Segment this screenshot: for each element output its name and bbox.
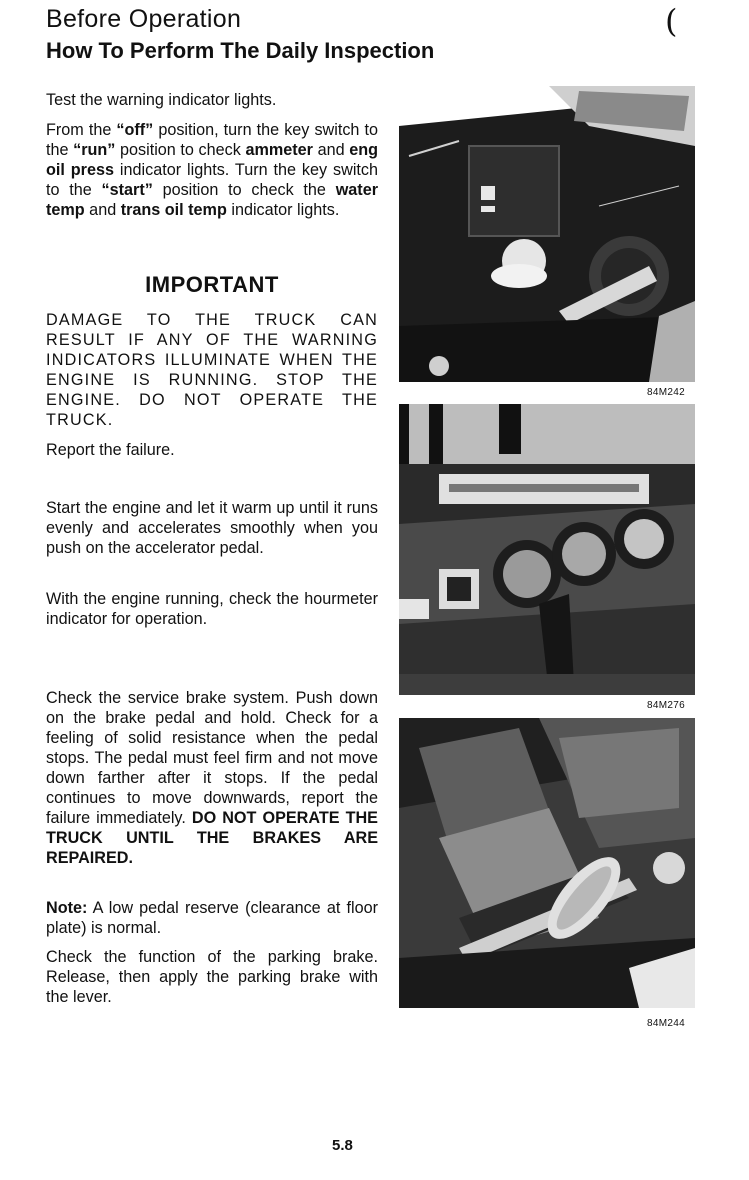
figure-caption: 84M276 bbox=[647, 700, 685, 711]
text-run: indicator lights. bbox=[226, 201, 340, 219]
important-warning bbox=[46, 310, 378, 430]
note-text: A low pedal reserve (clearance at floor plate) is normal. bbox=[46, 899, 378, 937]
engine-start-paragraph bbox=[46, 498, 378, 558]
report-text: Report the failure. bbox=[46, 441, 175, 459]
keyword-off: “off” bbox=[116, 121, 154, 139]
page-number: 5.8 bbox=[332, 1137, 353, 1154]
text-run: From the bbox=[46, 121, 117, 139]
service-brake-paragraph bbox=[46, 688, 378, 868]
warning-lights-paragraph bbox=[46, 120, 378, 220]
text-run: and bbox=[312, 141, 350, 159]
keyword-water-temp: water temp bbox=[46, 181, 378, 219]
text-run: position, turn the key switch to the bbox=[46, 121, 379, 159]
instrument-panel-photo bbox=[399, 404, 695, 695]
corner-mark: ( bbox=[665, 2, 678, 40]
note-label: Note: bbox=[46, 899, 88, 917]
engine-start-text: Start the engine and let it warm up until it runs evenly and accelerates smoothly when you push on the accelerator pedal. bbox=[46, 499, 378, 557]
intro-text: Test the warning indicator lights. bbox=[46, 91, 277, 109]
note-paragraph bbox=[46, 898, 378, 938]
brake-pedal-lever-photo bbox=[399, 718, 695, 1008]
keyword-start: “start” bbox=[101, 181, 153, 199]
figure-caption: 84M244 bbox=[647, 1018, 685, 1029]
section-title: Before Operation bbox=[46, 5, 242, 33]
parking-brake-text: Check the function of the parking brake. Release, then apply the parking brake with the lever. bbox=[46, 948, 378, 1006]
keyword-eng-oil-press: eng oil press bbox=[46, 141, 378, 179]
important-heading: IMPORTANT bbox=[145, 272, 279, 297]
text-run: and bbox=[84, 201, 121, 219]
report-paragraph bbox=[46, 440, 378, 460]
hourmeter-paragraph bbox=[46, 589, 378, 629]
keyword-ammeter: ammeter bbox=[245, 141, 313, 159]
keyword-run: “run” bbox=[73, 141, 116, 159]
keyword-trans-oil-temp: trans oil temp bbox=[120, 201, 227, 219]
intro-paragraph bbox=[46, 90, 378, 110]
text-run: position to check the bbox=[152, 181, 336, 199]
page-title: How To Perform The Daily Inspection bbox=[46, 38, 435, 63]
text-run: position to check bbox=[115, 141, 246, 159]
warning-text: DAMAGE TO THE TRUCK CAN RESULT IF ANY OF THE WARNING INDICATORS ILLUMINATE WHEN THE ENGINE IS RUNNING. STOP THE ENGINE. DO NOT OPERATE THE TRUCK. bbox=[46, 311, 378, 429]
figure-caption: 84M242 bbox=[647, 387, 685, 398]
parking-brake-paragraph bbox=[46, 947, 378, 1007]
service-brake-text: Check the service brake system. Push down on the brake pedal and hold. Check for a feeling of solid resistance when the pedal stops. The pedal must feel firm and not move down farther after it stops. If the pedal continues to move downwards, report the failure immediately. bbox=[46, 689, 378, 827]
hourmeter-text: With the engine running, check the hourmeter indicator for operation. bbox=[46, 590, 378, 628]
key-switch-photo bbox=[399, 86, 695, 382]
brake-warning-bold: DO NOT OPERATE THE TRUCK UNTIL THE BRAKES ARE REPAIRED. bbox=[46, 809, 378, 867]
text-run: indicator lights. Turn the key switch to the bbox=[46, 161, 379, 199]
